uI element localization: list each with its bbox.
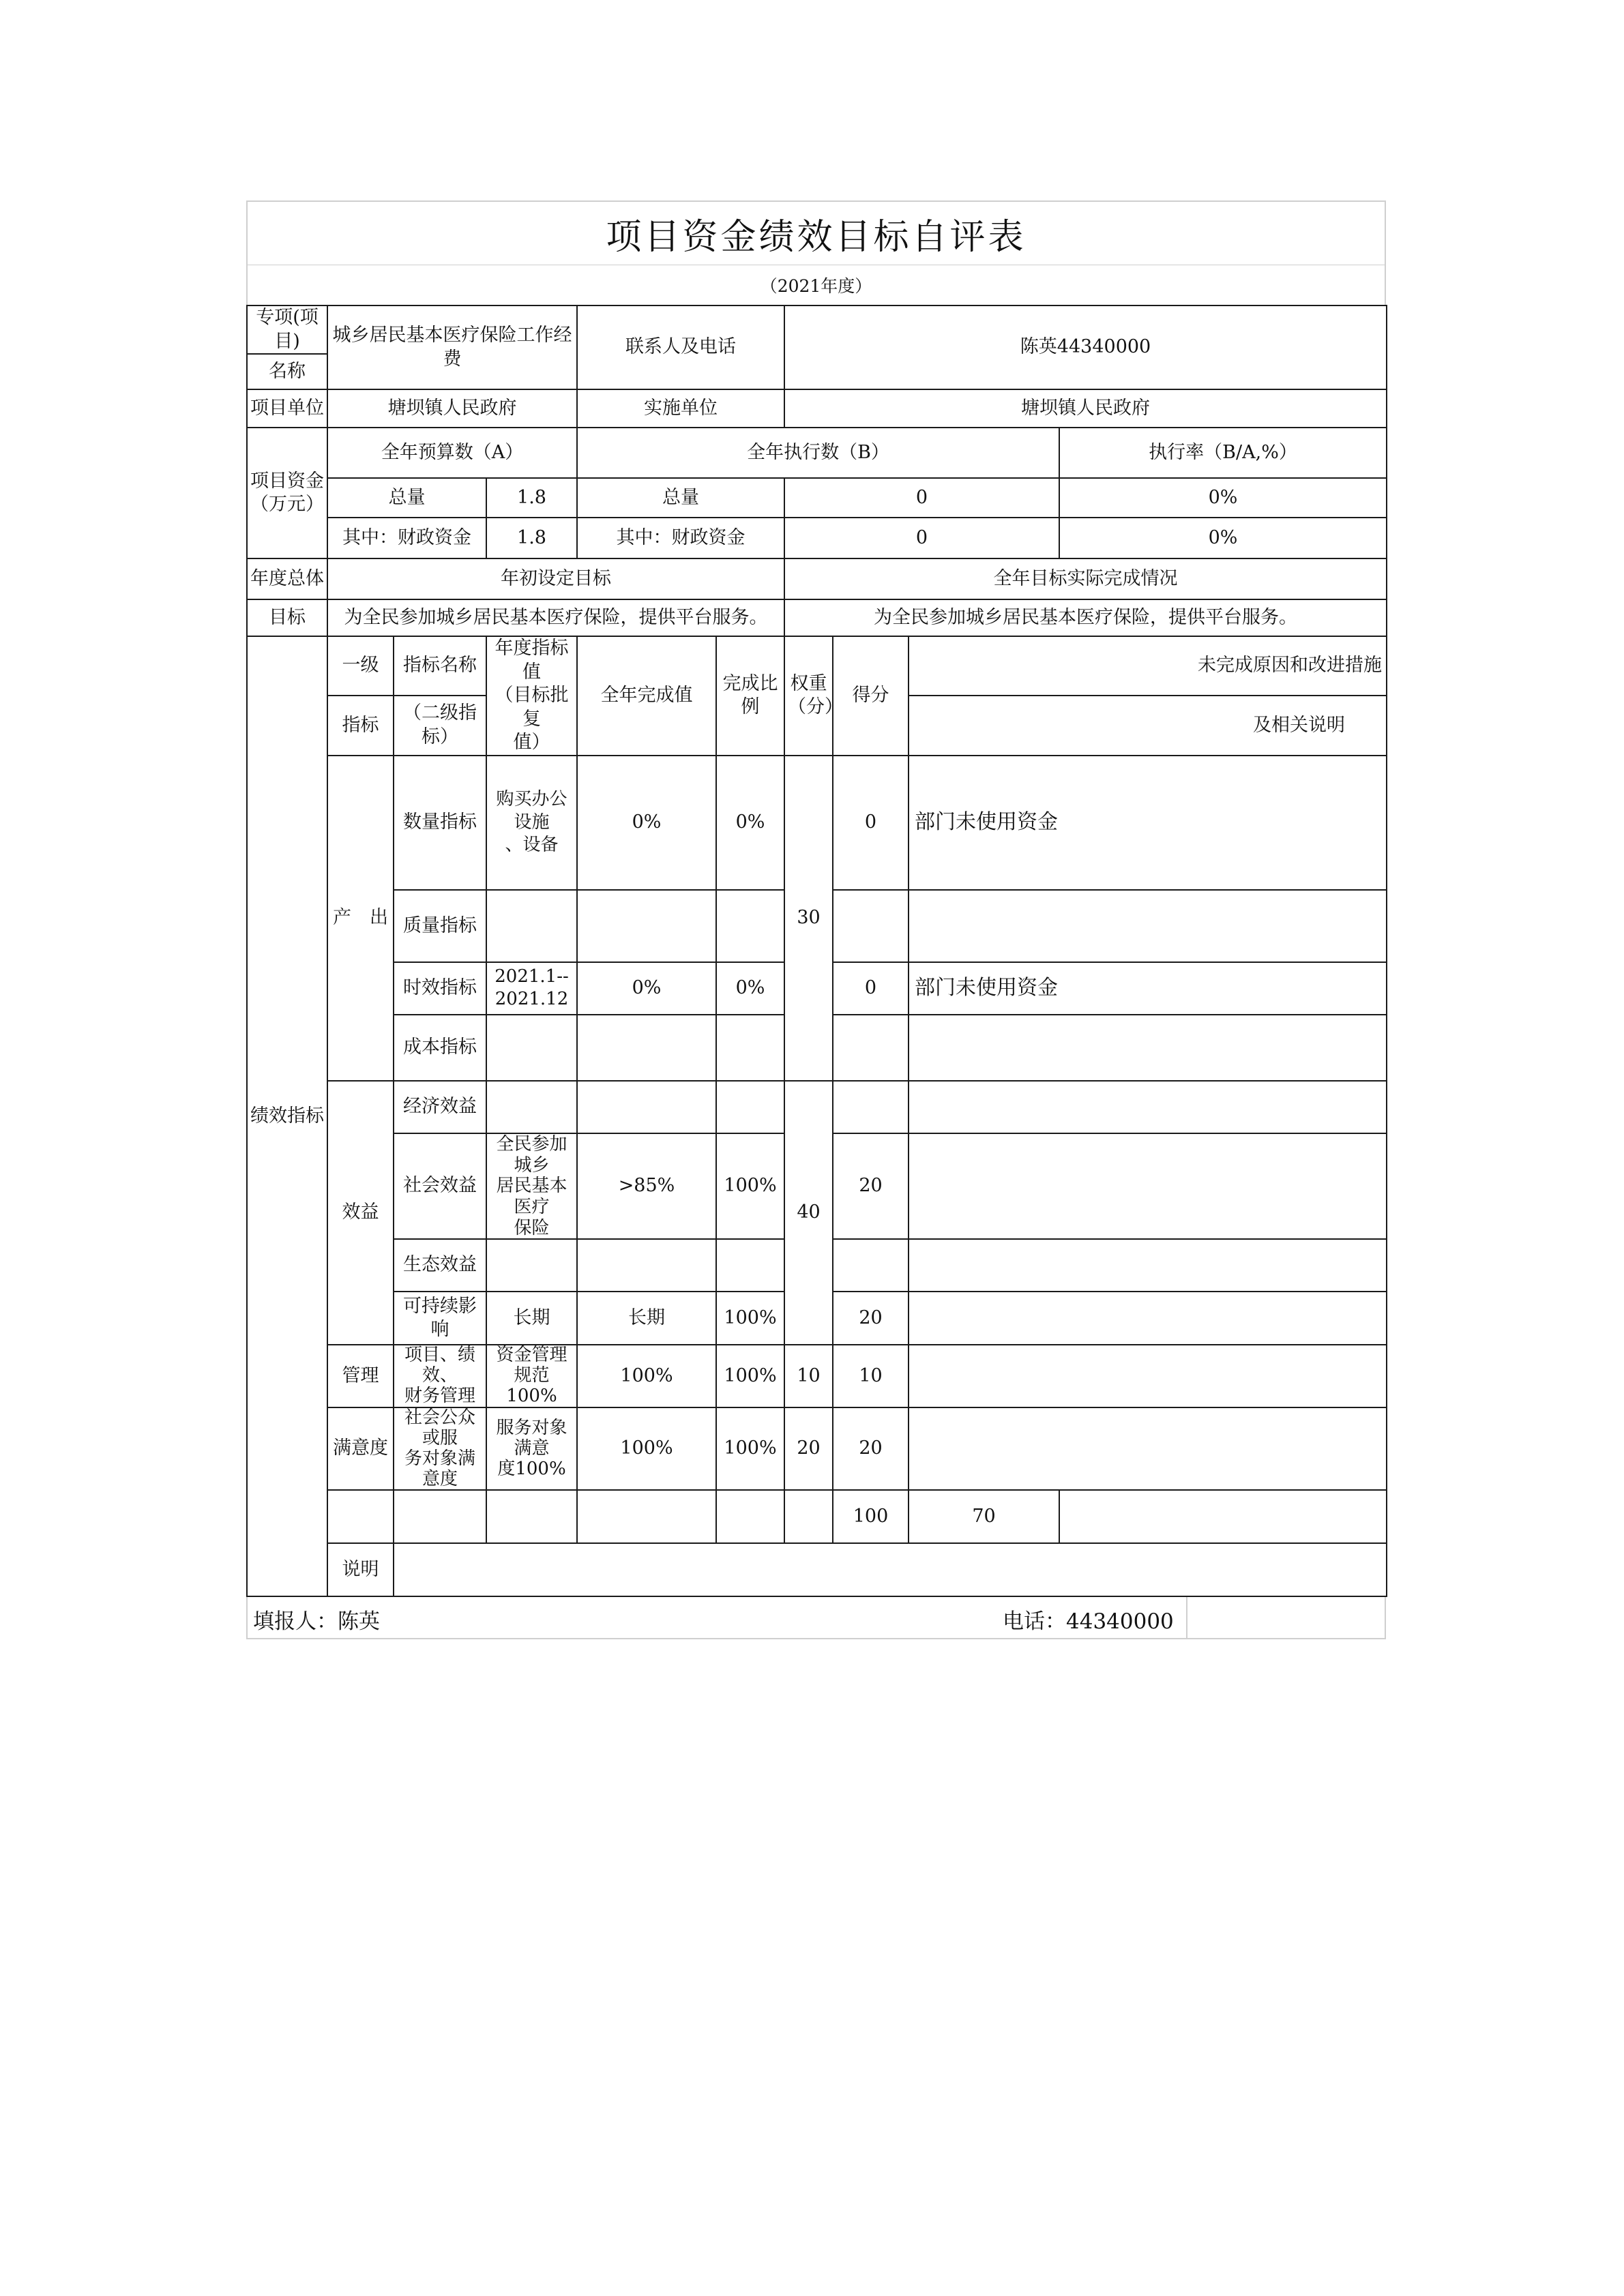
indicator-name: 成本指标 bbox=[394, 1015, 486, 1081]
funds-label: 项目资金 （万元） bbox=[247, 428, 327, 558]
indicator-target: 资金管理规范 100% bbox=[486, 1345, 577, 1407]
indicator-note: 部门未使用资金 bbox=[909, 756, 1387, 890]
indicator-score bbox=[833, 1015, 909, 1081]
indicator-target: 全民参加城乡 居民基本医疗 保险 bbox=[486, 1133, 577, 1239]
sheet-year: （2021年度） bbox=[246, 265, 1386, 305]
funds-total-exec-label: 总量 bbox=[577, 478, 784, 518]
indicator-score: 20 bbox=[833, 1292, 909, 1345]
indicator-score: 0 bbox=[833, 756, 909, 890]
indicator-target: 2021.1-- 2021.12 bbox=[486, 962, 577, 1015]
goals-initial: 为全民参加城乡居民基本医疗保险，提供平台服务。 bbox=[327, 599, 784, 636]
indicator-target bbox=[486, 1239, 577, 1292]
indicator-actual: 0% bbox=[577, 756, 716, 890]
header-name-top: 指标名称 bbox=[394, 636, 486, 696]
benefit-weight: 40 bbox=[784, 1081, 833, 1345]
project-name-label-1: 专项(项目) bbox=[247, 305, 327, 354]
header-actual: 全年完成值 bbox=[577, 636, 716, 756]
header-score: 得分 bbox=[833, 636, 909, 756]
indicator-note bbox=[909, 890, 1387, 962]
indicator-target: 购买办公设施 、设备 bbox=[486, 756, 577, 890]
indicator-note bbox=[909, 1407, 1387, 1491]
indicator-target bbox=[486, 1081, 577, 1133]
goals-label-bottom: 目标 bbox=[247, 599, 327, 636]
indicator-name: 数量指标 bbox=[394, 756, 486, 890]
indicator-name: 社会公众或服 务对象满意度 bbox=[394, 1407, 486, 1491]
project-name-label-2: 名称 bbox=[247, 354, 327, 389]
indicator-target: 长期 bbox=[486, 1292, 577, 1345]
output-weight: 30 bbox=[784, 756, 833, 1081]
goals-actual: 为全民参加城乡居民基本医疗保险，提供平台服务。 bbox=[784, 599, 1387, 636]
output-label: 产 出 bbox=[327, 756, 394, 1081]
indicator-name: 项目、绩效、 财务管理 bbox=[394, 1345, 486, 1407]
header-level1-bottom: 指标 bbox=[327, 696, 394, 756]
indicator-actual: 0% bbox=[577, 962, 716, 1015]
indicator-ratio: 0% bbox=[716, 756, 784, 890]
indicator-ratio bbox=[716, 1015, 784, 1081]
management-label: 管理 bbox=[327, 1345, 394, 1407]
indicator-name: 时效指标 bbox=[394, 962, 486, 1015]
funds-fiscal-budget: 1.8 bbox=[486, 518, 577, 558]
satisfaction-label: 满意度 bbox=[327, 1407, 394, 1491]
indicator-ratio: 100% bbox=[716, 1292, 784, 1345]
total-blank bbox=[486, 1490, 577, 1543]
total-blank bbox=[784, 1490, 833, 1543]
indicator-score: 20 bbox=[833, 1407, 909, 1491]
indicator-actual bbox=[577, 1015, 716, 1081]
header-ratio: 完成比例 bbox=[716, 636, 784, 756]
project-unit-label: 项目单位 bbox=[247, 389, 327, 428]
indicator-name: 生态效益 bbox=[394, 1239, 486, 1292]
goals-initial-header: 年初设定目标 bbox=[327, 558, 784, 599]
funds-total-rate: 0% bbox=[1059, 478, 1387, 518]
sheet-footer bbox=[246, 1597, 1386, 1639]
filler-name: 填报人：陈英 bbox=[253, 1609, 380, 1635]
indicator-note bbox=[909, 1292, 1387, 1345]
indicator-note bbox=[909, 1345, 1387, 1407]
indicator-note bbox=[909, 1015, 1387, 1081]
rate-header: 执行率（B/A,%） bbox=[1059, 428, 1387, 478]
indicator-name: 经济效益 bbox=[394, 1081, 486, 1133]
header-weight: 权重 （分） bbox=[784, 636, 833, 756]
remark-label: 说明 bbox=[327, 1543, 394, 1596]
indicator-actual: 长期 bbox=[577, 1292, 716, 1345]
indicator-ratio: 100% bbox=[716, 1133, 784, 1239]
indicator-note bbox=[909, 1081, 1387, 1133]
indicator-ratio bbox=[716, 890, 784, 962]
indicator-target: 服务对象满意 度100% bbox=[486, 1407, 577, 1491]
indicator-target bbox=[486, 890, 577, 962]
total-score: 70 bbox=[909, 1490, 1059, 1543]
indicator-target bbox=[486, 1015, 577, 1081]
indicator-weight: 10 bbox=[784, 1345, 833, 1407]
indicator-note: 部门未使用资金 bbox=[909, 962, 1387, 1015]
exec-header: 全年执行数（B） bbox=[577, 428, 1059, 478]
indicator-score bbox=[833, 1239, 909, 1292]
filler-phone: 电话：44340000 bbox=[1003, 1609, 1174, 1635]
funds-fiscal-exec-label: 其中：财政资金 bbox=[577, 518, 784, 558]
indicator-actual: 100% bbox=[577, 1345, 716, 1407]
indicator-actual bbox=[577, 890, 716, 962]
total-blank bbox=[716, 1490, 784, 1543]
funds-fiscal-exec: 0 bbox=[784, 518, 1059, 558]
header-note-top: 未完成原因和改进措施 bbox=[909, 636, 1387, 696]
project-unit: 塘坝镇人民政府 bbox=[327, 389, 577, 428]
indicator-ratio: 100% bbox=[716, 1345, 784, 1407]
header-level1-top: 一级 bbox=[327, 636, 394, 696]
project-name: 城乡居民基本医疗保险工作经费 bbox=[327, 305, 577, 389]
indicator-name: 可持续影响 bbox=[394, 1292, 486, 1345]
indicator-name: 社会效益 bbox=[394, 1133, 486, 1239]
total-blank bbox=[577, 1490, 716, 1543]
indicator-note bbox=[909, 1133, 1387, 1239]
impl-unit: 塘坝镇人民政府 bbox=[784, 389, 1387, 428]
header-note-bottom: 及相关说明 bbox=[909, 696, 1387, 756]
indicator-actual: 100% bbox=[577, 1407, 716, 1491]
indicator-ratio: 100% bbox=[716, 1407, 784, 1491]
total-weight: 100 bbox=[833, 1490, 909, 1543]
indicator-note bbox=[909, 1239, 1387, 1292]
funds-total-label: 总量 bbox=[327, 478, 486, 518]
indicator-ratio bbox=[716, 1239, 784, 1292]
impl-unit-label: 实施单位 bbox=[577, 389, 784, 428]
funds-fiscal-label: 其中：财政资金 bbox=[327, 518, 486, 558]
indicator-score: 10 bbox=[833, 1345, 909, 1407]
funds-total-exec: 0 bbox=[784, 478, 1059, 518]
indicator-score: 20 bbox=[833, 1133, 909, 1239]
benefit-label: 效益 bbox=[327, 1081, 394, 1345]
remark-value bbox=[394, 1543, 1387, 1596]
footer-divider bbox=[1186, 1597, 1187, 1638]
budget-header: 全年预算数（A） bbox=[327, 428, 577, 478]
total-blank bbox=[327, 1490, 394, 1543]
indicator-weight: 20 bbox=[784, 1407, 833, 1491]
indicator-score bbox=[833, 1081, 909, 1133]
funds-fiscal-rate: 0% bbox=[1059, 518, 1387, 558]
indicator-actual bbox=[577, 1239, 716, 1292]
goals-actual-header: 全年目标实际完成情况 bbox=[784, 558, 1387, 599]
evaluation-sheet bbox=[246, 200, 1386, 1639]
indicator-score: 0 bbox=[833, 962, 909, 1015]
indicators-section-label: 绩效指标 bbox=[247, 636, 327, 1596]
indicator-ratio bbox=[716, 1081, 784, 1133]
indicator-actual: >85% bbox=[577, 1133, 716, 1239]
goals-label-top: 年度总体 bbox=[247, 558, 327, 599]
total-blank bbox=[394, 1490, 486, 1543]
indicator-score bbox=[833, 890, 909, 962]
header-target: 年度指标值 （目标批复 值） bbox=[486, 636, 577, 756]
total-blank bbox=[1059, 1490, 1387, 1543]
evaluation-table bbox=[246, 305, 1387, 1597]
funds-total-budget: 1.8 bbox=[486, 478, 577, 518]
sheet-title: 项目资金绩效目标自评表 bbox=[246, 200, 1386, 265]
header-name-bottom: （二级指标） bbox=[394, 696, 486, 756]
indicator-actual bbox=[577, 1081, 716, 1133]
contact-value: 陈英44340000 bbox=[784, 305, 1387, 389]
indicator-ratio: 0% bbox=[716, 962, 784, 1015]
contact-label: 联系人及电话 bbox=[577, 305, 784, 389]
indicator-name: 质量指标 bbox=[394, 890, 486, 962]
